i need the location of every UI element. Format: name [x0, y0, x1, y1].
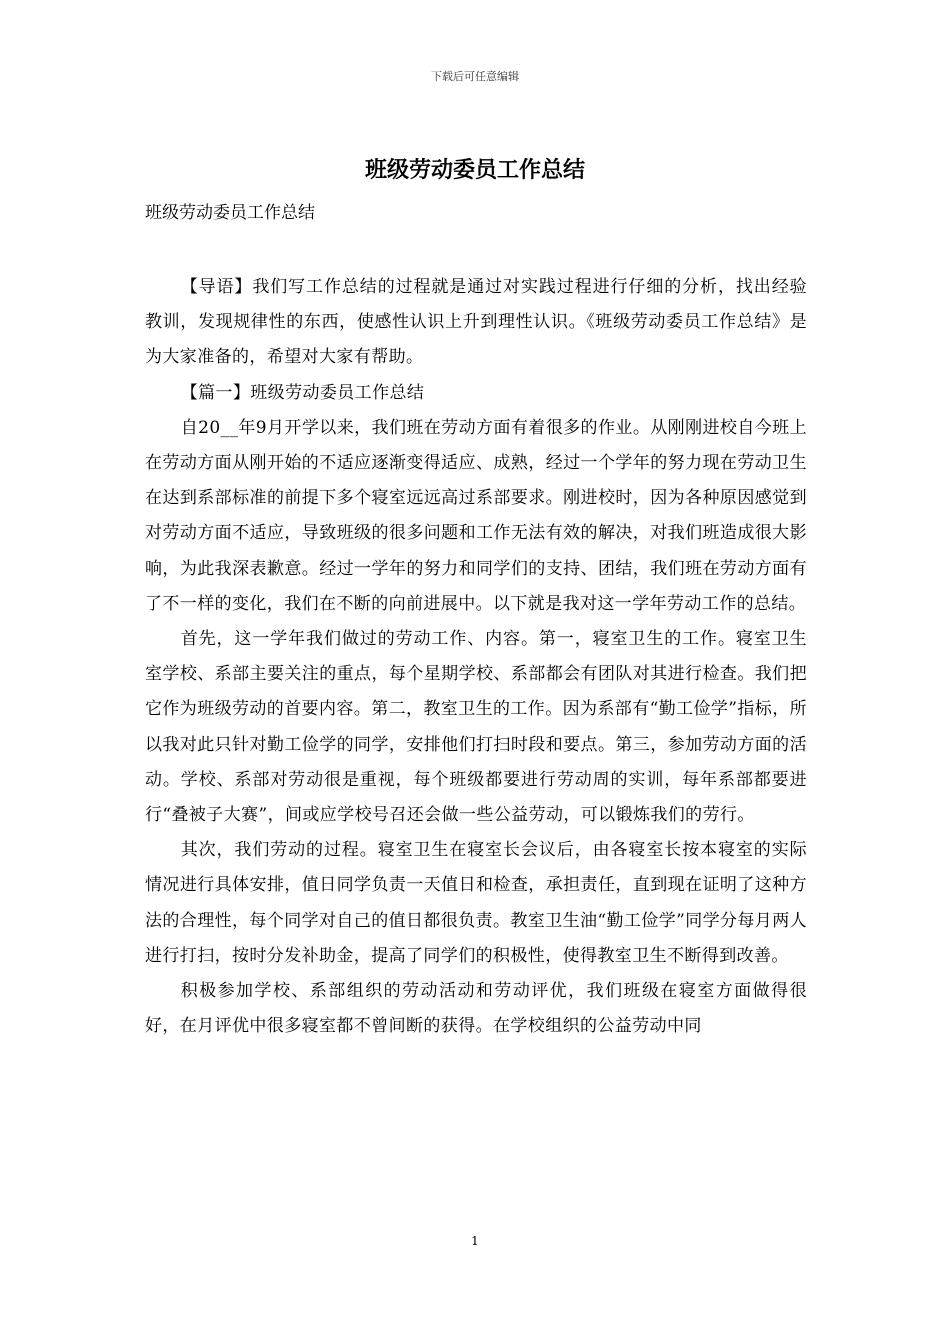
document-subtitle: 班级劳动委员工作总结 — [145, 203, 315, 223]
document-title: 班级劳动委员工作总结 — [364, 157, 585, 183]
header-note: 下载后可任意编辑 — [431, 70, 519, 83]
document-body — [145, 270, 807, 1044]
paragraph-activities: 积极参加学校、系部组织的劳动活动和劳动评优，我们班级在寝室方面做得很好，在月评优中很多寝室都不曾间断的获得。在学校组织的公益劳动中同 — [145, 981, 807, 1037]
paragraph-intro: 【导语】我们写工作总结的过程就是通过对实践过程进行仔细的分析，找出经验教训，发现规律性的东西，使感性认识上升到理性认识。《班级劳动委员工作总结》是为大家准备的，希望对大家有帮助。 — [145, 277, 807, 368]
paragraph-work-content: 首先，这一学年我们做过的劳动工作、内容。第一，寝室卫生的工作。寝室卫生室学校、系部主要关注的重点，每个星期学校、系部都会有团队对其进行检查。我们把它作为班级劳动的首要内容。第二，教室卫生的工作。因为系部有“勤工俭学”指标，所以我对此只针对勤工俭学的同学，安排他们打扫时段和要点。第三，参加劳动方面的活动。学校、系部对劳动很是重视，每个班级都要进行劳动周的实训，每年系部都要进行“叠被子大赛”，间或应学校号召还会做一些公益劳动，可以锻炼我们的劳行。 — [145, 629, 807, 826]
section-heading: 【篇一】班级劳动委员工作总结 — [180, 382, 425, 403]
page-number: 1 — [471, 1234, 479, 1248]
paragraph-work-process: 其次，我们劳动的过程。寝室卫生在寝室长会议后，由各寝室长按本寝室的实际情况进行具体安排，值日同学负责一天值日和检查，承担责任，直到现在证明了这种方法的合理性，每个同学对自己的值日都很负责。教室卫生油“勤工俭学”同学分每月两人进行打扫，按时分发补助金，提高了同学们的积极性，使得教室卫生不断得到改善。 — [145, 840, 807, 966]
paragraph-background: 自20__年9月开学以来，我们班在劳动方面有着很多的作业。从刚刚进校自今班上在劳动方面从刚开始的不适应逐渐变得适应、成熟，经过一个学年的努力现在劳动卫生在达到系部标准的前提下多个寝室远远高过系部要求。刚进校时，因为各种原因感觉到对劳动方面不适应，导致班级的很多问题和工作无法有效的解决，对我们班造成很大影响，为此我深表歉意。经过一学年的努力和同学们的支持、团结，我们班在劳动方面有了不一样的变化，我们在不断的向前进展中。以下就是我对这一学年劳动工作的总结。 — [145, 417, 807, 614]
